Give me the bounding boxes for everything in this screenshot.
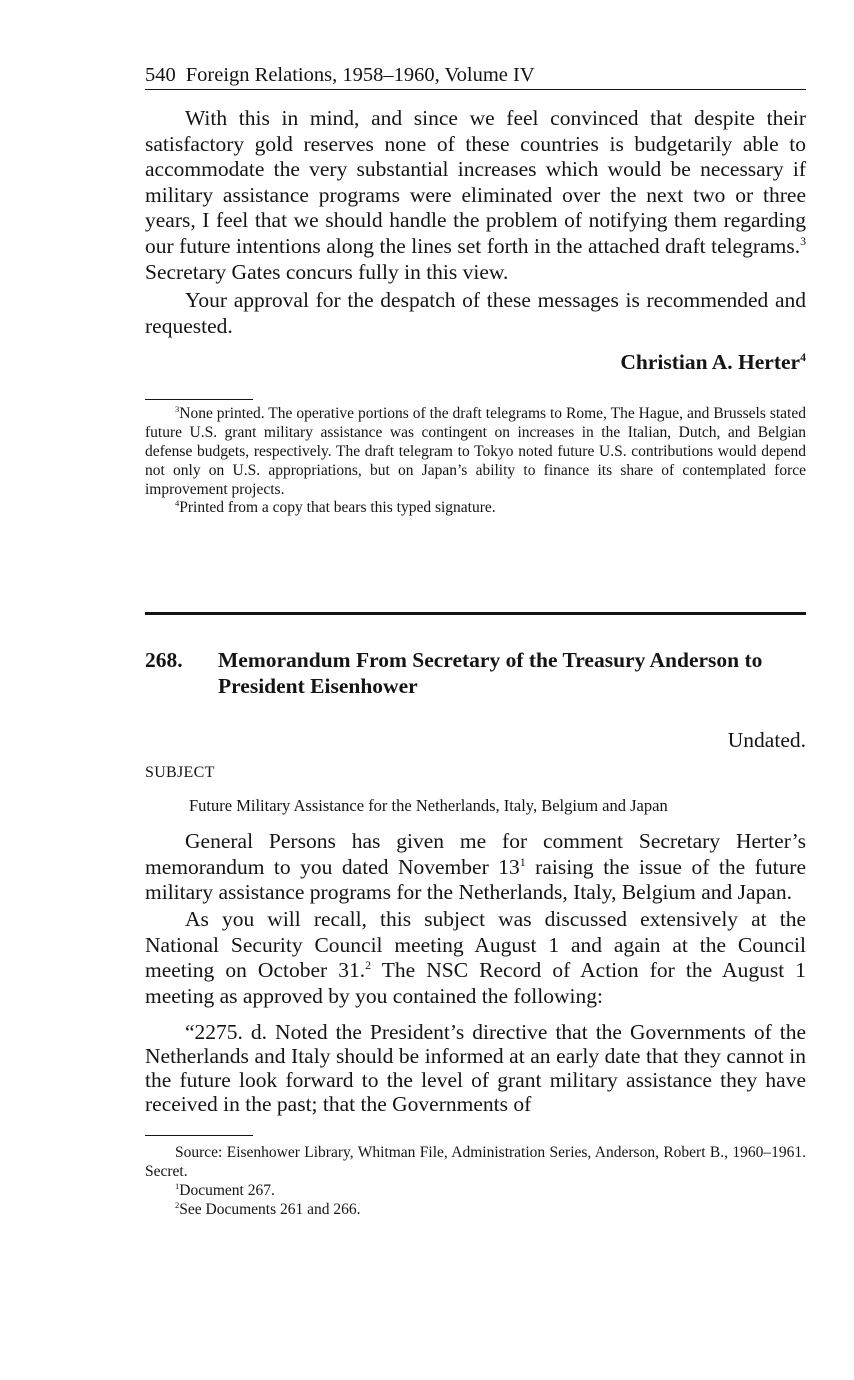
body-paragraph: With this in mind, and since we feel convinced that despite their satisfactory gold reserves none of these countries is budgetarily able to accommodate the very substantial increases which would be necessary if military assistance programs were eliminated over the next two or three years, I feel that we should handle the problem of notifying them regarding our future intentions along the lines set forth in the attached draft telegrams.$^3$ Secretary Gates concurs fully in this view. <box>145 106 806 284</box>
body-paragraph: General Persons has given me for comment Secretary Herter’s memorandum to you dated November $13^1$ raising the issue of the future military assistance programs for the Netherlands, Italy, Belgium and Japan. <box>145 829 807 905</box>
footnote-ref: 2 <box>365 957 372 972</box>
running-head <box>145 62 806 88</box>
body-paragraph: As you will recall, this subject was discussed extensively at the National Security Council meeting August 1 and again at the Council meeting on October 31.$^2$ The NSC Record of Action for the August 1 meeting as approved by you contained the following: <box>145 906 806 1008</box>
footnote: $^2$See Documents 261 and 266. <box>175 1199 361 1218</box>
source-note: Source: Eisenhower Library, Whitman File, Administration Series, Anderson, Robert B., 1960–1961. Secret. <box>145 1144 806 1181</box>
footnotes <box>145 405 806 518</box>
footnote-ref: 4 <box>800 350 806 365</box>
footnote-rule <box>145 1135 253 1136</box>
document-separator-rule <box>145 612 806 615</box>
previous-document-continuation <box>145 106 806 518</box>
footnote: $^1$Document 267. <box>175 1180 275 1200</box>
publication-title: Foreign Relations, 1958–1960, Volume IV <box>185 64 535 86</box>
document-footnotes <box>145 1144 806 1219</box>
signature: Christian A. Herter$^4$ <box>620 350 806 375</box>
footnote: $^3$None printed. The operative portions of the draft telegrams to Rome, The Hague, and Brussels stated future U.S. grant military assistance was contingent on increases in the Italian, Dutch, and Belgian defense budgets, respectively. The draft telegram to Tokyo noted future U.S. contributions would depend not only on U.S. appropriations, but on Japan’s ability to finance its share of contemplated force improvement projects. <box>145 404 806 498</box>
footnote: $^4$Printed from a copy that bears this typed signature. <box>175 498 496 517</box>
document-body <box>145 829 806 1116</box>
body-paragraph: Your approval for the despatch of these messages is recommended and requested. <box>145 288 806 338</box>
dateline: Undated. <box>727 728 806 753</box>
footnote-ref: 1 <box>519 854 526 869</box>
subject-text: Future Military Assistance for the Netherlands, Italy, Belgium and Japan <box>189 796 668 816</box>
header-rule <box>145 89 806 90</box>
page-number: 540 <box>145 64 176 86</box>
quoted-record-of-action: “2275. d. Noted the President’s directive that the Governments of the Netherlands and Italy should be informed at an early date that they cannot in the future look forward to the level of grant military assistance they have received in the past; that the Governments of <box>145 1020 806 1116</box>
document-heading <box>145 647 806 699</box>
document-title: Memorandum From Secretary of the Treasury Anderson to President Eisenhower <box>218 648 763 699</box>
footnote-rule <box>145 399 253 400</box>
footnote-ref: 3 <box>800 233 806 248</box>
subject-label: SUBJECT <box>145 764 215 782</box>
document-number: 268. <box>145 648 183 673</box>
page <box>145 62 806 1220</box>
